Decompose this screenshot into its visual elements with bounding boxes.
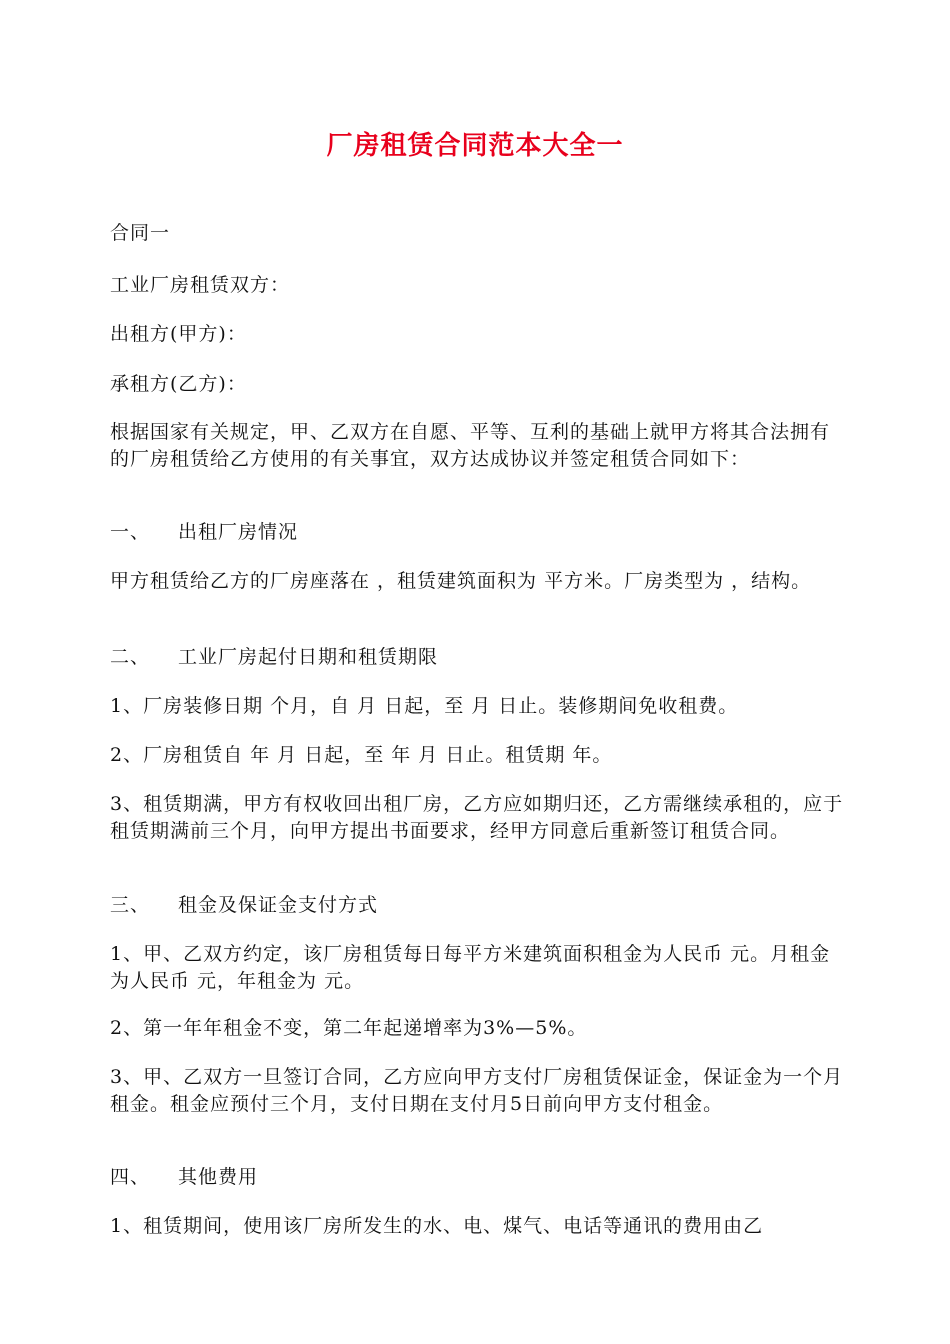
paragraph-parties-label: 工业厂房租赁双方：: [110, 274, 291, 296]
section-title: 出租厂房情况: [178, 521, 299, 543]
paragraph-contract-number: 合同一: [110, 222, 171, 244]
paragraph-preamble: 根据国家有关规定，甲、乙双方在自愿、平等、互利的基础上就甲方将其合法拥有的厂房租赁给乙方使用的有关事宜，双方达成协议并签定租赁合同如下：: [110, 421, 831, 470]
section-number: 一、: [110, 521, 151, 543]
section-number: 四、: [110, 1166, 151, 1188]
paragraph-fees-1: 1、租赁期间，使用该厂房所发生的水、电、煤气、电话等通讯的费用由乙: [110, 1215, 764, 1237]
section-number: 三、: [110, 894, 151, 916]
paragraph-rent-3: 3、甲、乙双方一旦签订合同，乙方应向甲方支付厂房租赁保证金，保证金为一个月租金。租金应预付三个月，支付日期在支付月5日前向甲方支付租金。: [110, 1066, 844, 1115]
paragraph-rent-1: 1、甲、乙双方约定，该厂房租赁每日每平方米建筑面积租金为人民币 元。月租金为人民币 元，年租金为 元。: [110, 943, 831, 992]
paragraph-lessor: 出租方(甲方)：: [110, 323, 247, 345]
paragraph-rent-2: 2、第一年年租金不变，第二年起递增率为3%—5%。: [110, 1017, 588, 1039]
section-title: 其他费用: [178, 1166, 259, 1188]
paragraph-term-1: 1、厂房装修日期 个月，自 月 日起，至 月 日止。装修期间免收租费。: [110, 695, 739, 717]
document-title: 厂房租赁合同范本大全一: [326, 131, 624, 161]
paragraph-premises: 甲方租赁给乙方的厂房座落在 ，租赁建筑面积为 平方米。厂房类型为 ，结构。: [110, 570, 812, 592]
section-title: 工业厂房起付日期和租赁期限: [178, 646, 439, 668]
section-heading-4: [110, 1164, 845, 1191]
section-heading-3: [110, 892, 845, 919]
section-heading-1: [110, 519, 845, 546]
paragraph-term-3: 3、租赁期满，甲方有权收回出租厂房，乙方应如期归还，乙方需继续承租的，应于租赁期满前三个月，向甲方提出书面要求，经甲方同意后重新签订租赁合同。: [110, 793, 844, 842]
section-heading-2: [110, 644, 845, 671]
section-title: 租金及保证金支付方式: [178, 894, 379, 916]
paragraph-lessee: 承租方(乙方)：: [110, 373, 247, 395]
section-number: 二、: [110, 646, 151, 668]
paragraph-term-2: 2、厂房租赁自 年 月 日起，至 年 月 日止。租赁期 年。: [110, 744, 613, 766]
